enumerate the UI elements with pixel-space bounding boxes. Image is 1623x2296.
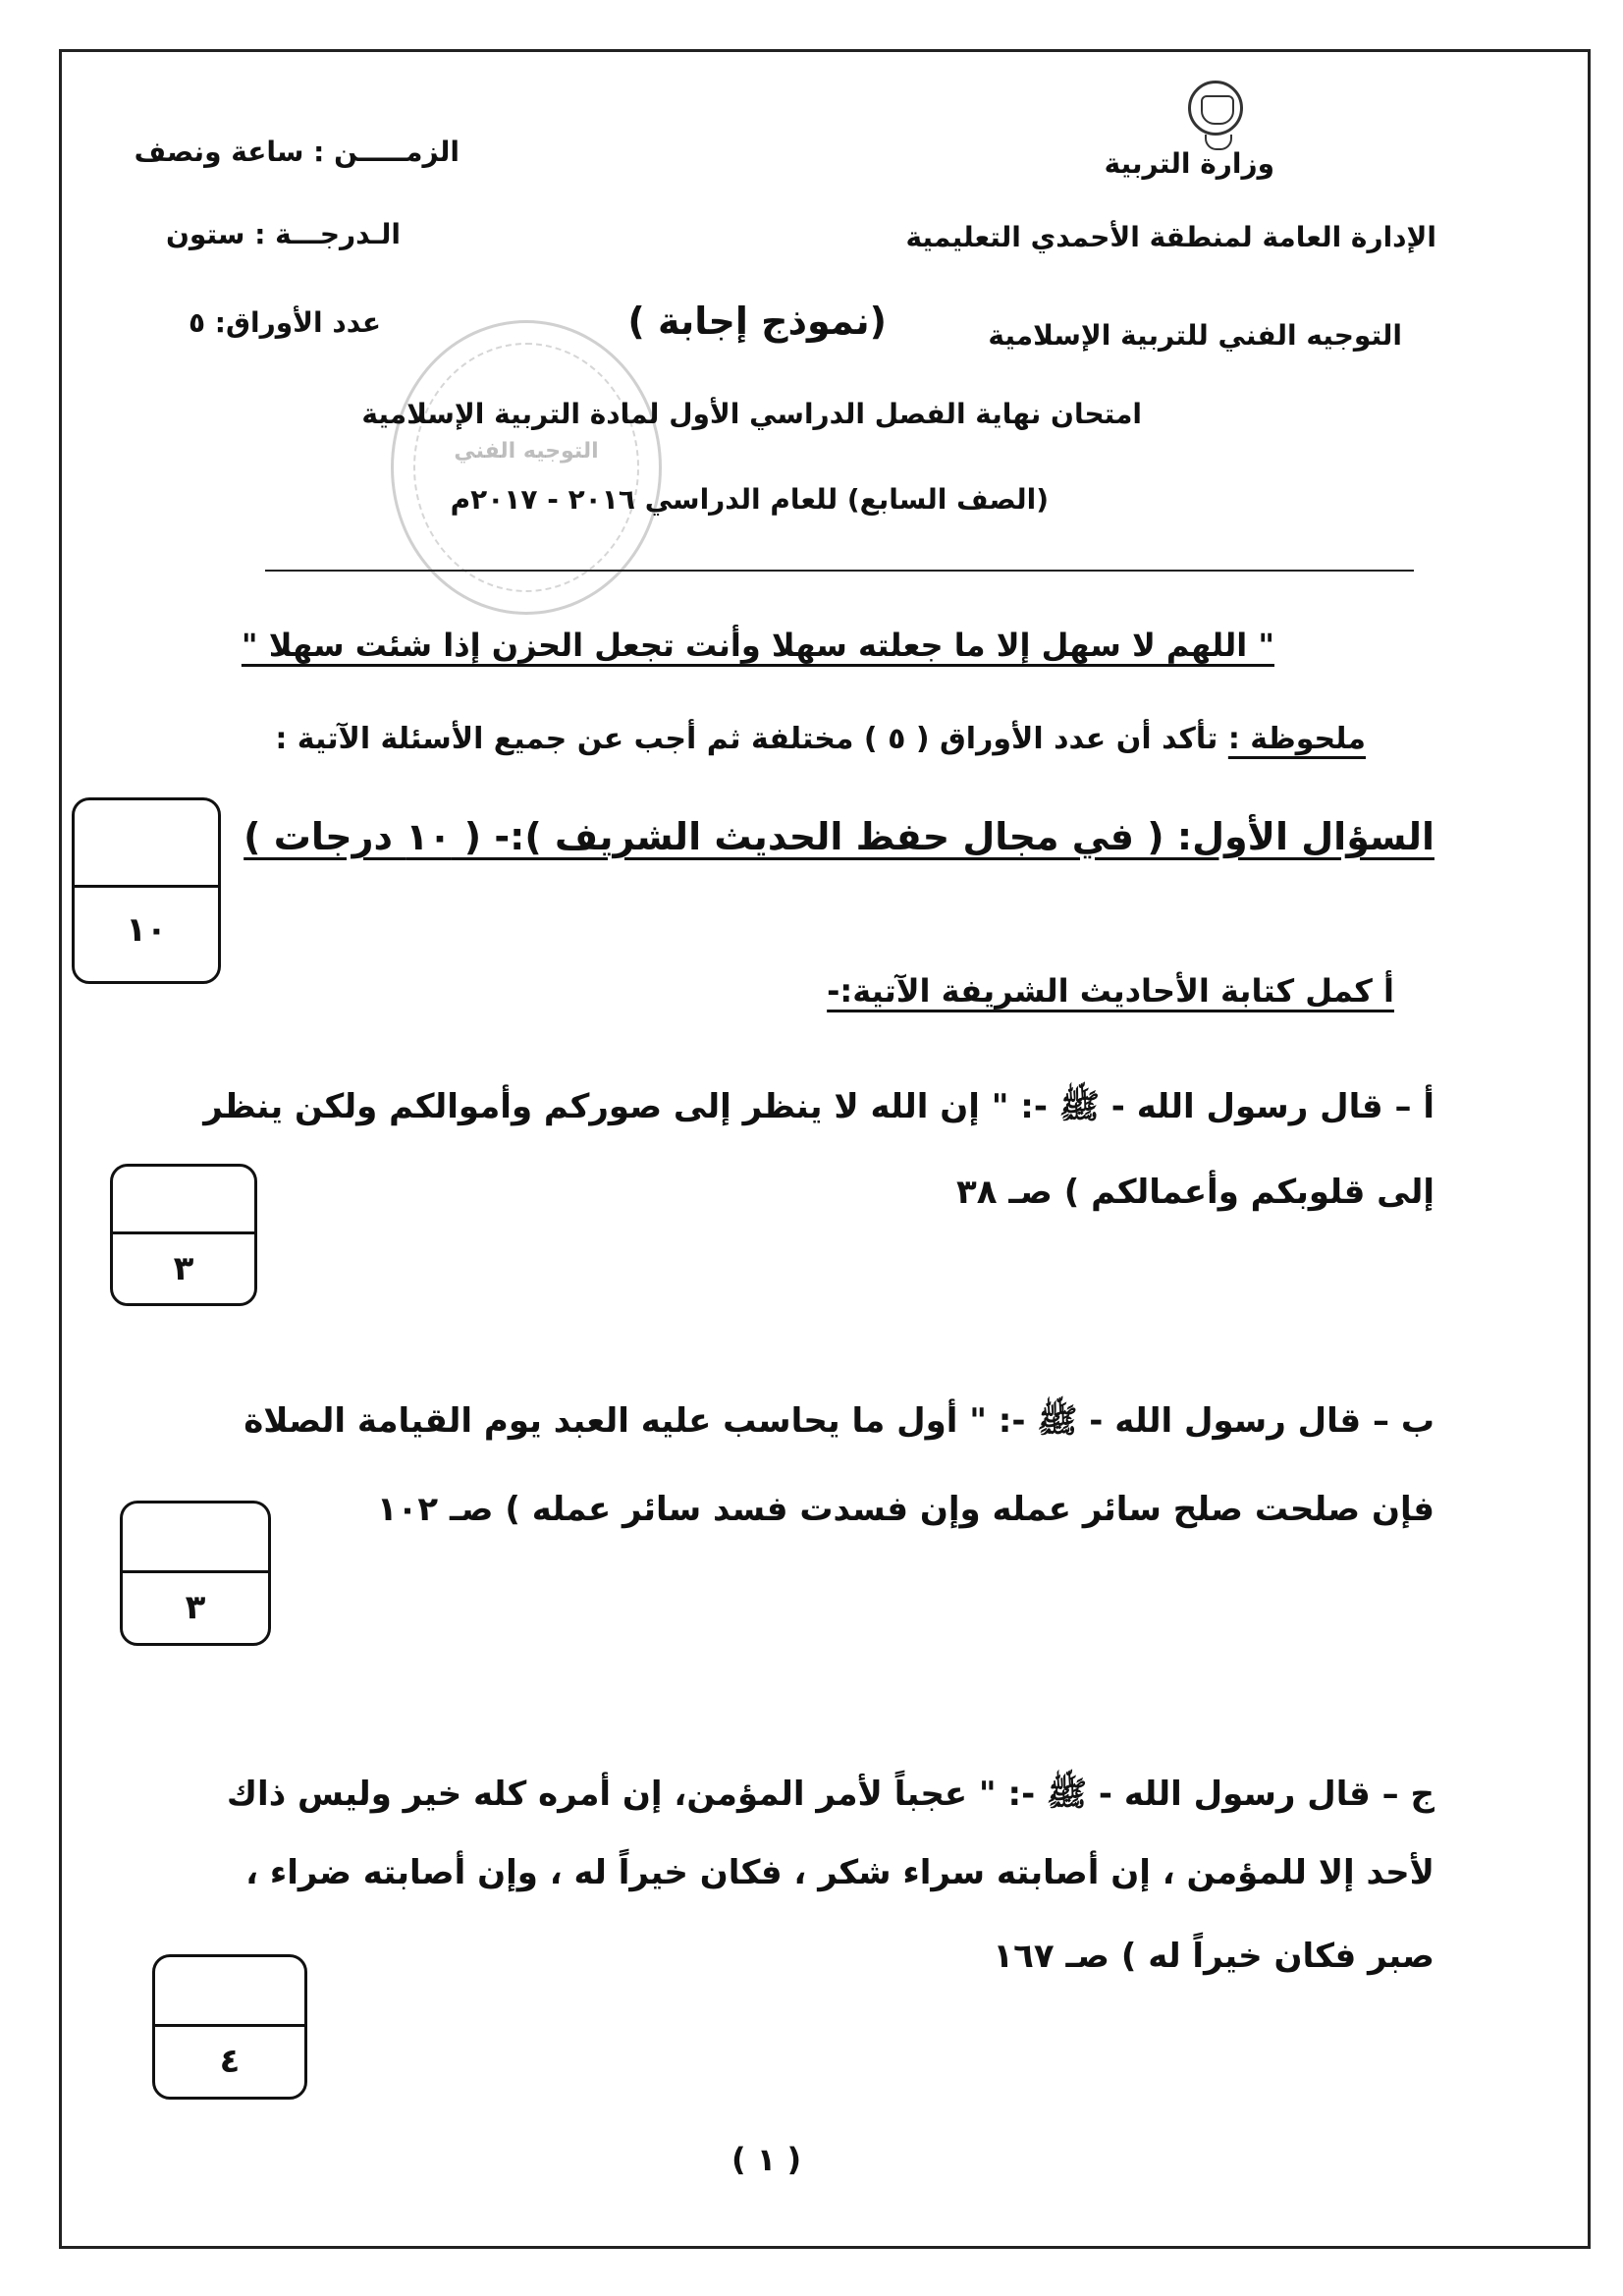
pages-count: عدد الأوراق: ٥ bbox=[188, 306, 381, 339]
page-border bbox=[59, 49, 1591, 2249]
hadith-b-line1: ب – قال رسول الله - ﷺ -: " أول ما يحاسب عليه العبد يوم القيامة الصلاة bbox=[243, 1401, 1434, 1441]
hadith-b-score-box bbox=[120, 1501, 271, 1646]
note-text: تأكد أن عدد الأوراق ( ٥ ) مختلفة ثم أجب عن جميع الأسئلة الآتية : bbox=[275, 722, 1218, 756]
question1-score-box bbox=[72, 797, 221, 984]
district-name: الإدارة العامة لمنطقة الأحمدي التعليمية bbox=[905, 221, 1436, 253]
hadith-a-score-box bbox=[110, 1164, 257, 1306]
department-name: التوجيه الفني للتربية الإسلامية bbox=[988, 319, 1402, 352]
class-year: (الصف السابع) للعام الدراسي ٢٠١٦ - ٢٠١٧م bbox=[450, 483, 1049, 516]
opening-prayer: " اللهم لا سهل إلا ما جعلته سهلا وأنت تجعل الحزن إذا شئت سهلا " bbox=[241, 627, 1274, 664]
header-divider bbox=[265, 570, 1414, 572]
hadith-a-line2: إلى قلوبكم وأعمالكم ) صـ ٣٨ bbox=[956, 1173, 1434, 1212]
exam-note bbox=[275, 722, 1366, 756]
hadith-c-line3: صبر فكان خيراً له ) صـ ١٦٧ bbox=[993, 1937, 1434, 1976]
hadith-c-score: ٤ bbox=[219, 2042, 241, 2081]
kuwait-emblem-icon bbox=[1188, 81, 1243, 136]
hadith-a-score: ٣ bbox=[173, 1249, 194, 1288]
hadith-a-line1: أ – قال رسول الله - ﷺ -: " إن الله لا ينظر إلى صوركم وأموالكم ولكن ينظر bbox=[203, 1087, 1434, 1126]
exam-total-grade: الـدرجـــة : ستون bbox=[166, 218, 401, 250]
page-number: ( ١ ) bbox=[731, 2141, 802, 2178]
hadith-c-line1: ج – قال رسول الله - ﷺ -: " عجباً لأمر المؤمن، إن أمره كله خير وليس ذاك bbox=[226, 1775, 1434, 1814]
hadith-c-score-box bbox=[152, 1954, 307, 2100]
exam-time: الزمـــــن : ساعة ونصف bbox=[134, 136, 460, 168]
hadith-c-line2: لأحد إلا للمؤمن ، إن أصابته سراء شكر ، فكان خيراً له ، وإن أصابته ضراء ، bbox=[245, 1853, 1434, 1892]
note-label: ملحوظة : bbox=[1227, 722, 1366, 756]
question1-score: ١٠ bbox=[126, 910, 167, 950]
hadith-b-line2: فإن صلحت صلح سائر عمله وإن فسدت فسد سائر عمله ) صـ ١٠٢ bbox=[376, 1490, 1434, 1529]
exam-title: امتحان نهاية الفصل الدراسي الأول لمادة التربية الإسلامية bbox=[361, 398, 1142, 430]
answer-model-title: (نموذج إجابة ) bbox=[627, 300, 887, 343]
hadith-b-score: ٣ bbox=[185, 1588, 206, 1627]
question1-instruction: أ كمل كتابة الأحاديث الشريفة الآتية:- bbox=[827, 972, 1394, 1010]
question1-title: السؤال الأول: ( في مجال حفظ الحديث الشريف ):- ( ١٠ درجات ) bbox=[243, 815, 1434, 858]
ministry-name: وزارة التربية bbox=[1104, 147, 1274, 180]
stamp-text: التوجيه الفني bbox=[454, 439, 599, 464]
